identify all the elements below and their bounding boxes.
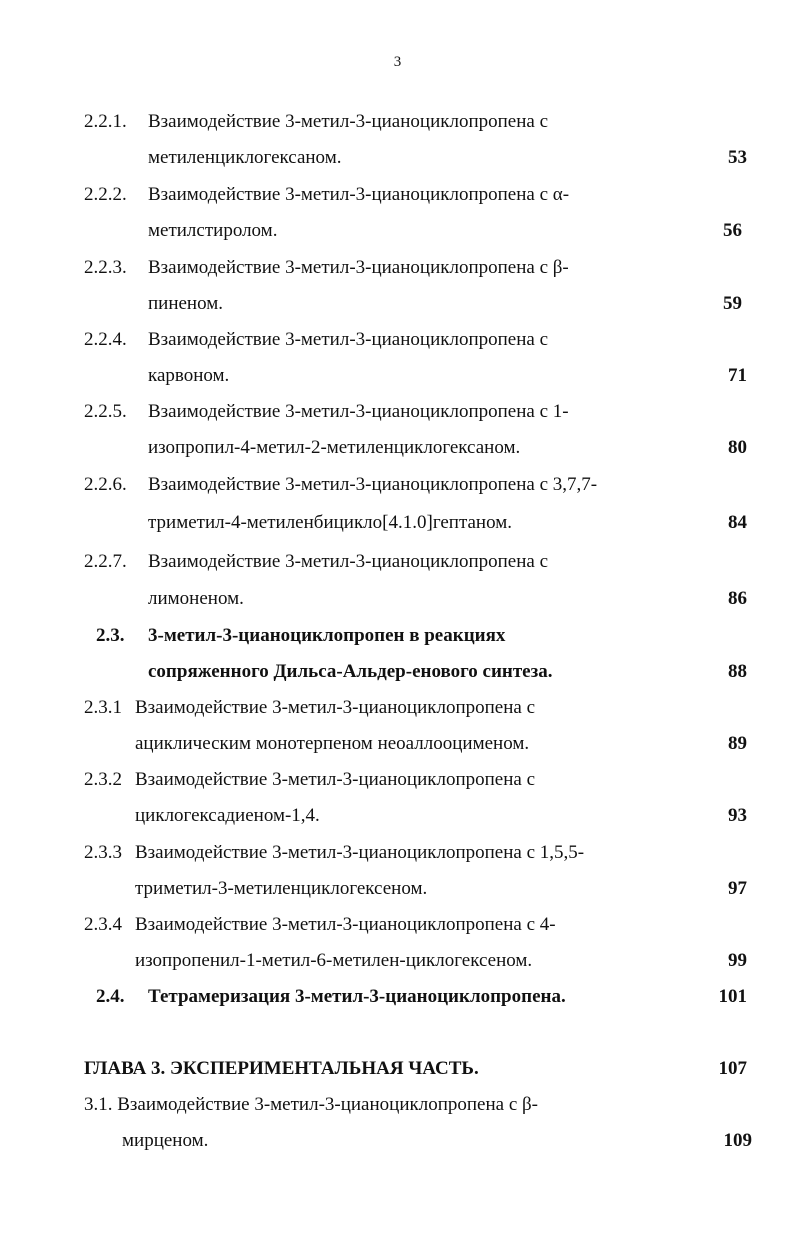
toc-title-line1: Взаимодействие 3-метил-3-цианоциклопропена с (148, 111, 549, 132)
toc-page: 86 (728, 588, 747, 609)
toc-number: 2.2.6. (84, 474, 127, 495)
toc-title-line2: метиленциклогексаном. (148, 147, 342, 168)
toc-number: 2.3.1 (84, 697, 122, 718)
toc-title-line1: Тетрамеризация 3-метил-3-цианоциклопропена. (148, 986, 566, 1007)
toc-number: 2.2.3. (84, 257, 127, 278)
toc-title-line2: изопропенил-1-метил-6-метилен-циклогексеном. (135, 950, 533, 971)
toc-title-line1: Взаимодействие 3-метил-3-цианоциклопропена с 3,7,7- (148, 474, 598, 495)
toc-title-line1: Взаимодействие 3-метил-3-цианоциклопропена с 1,5,5- (135, 842, 585, 863)
toc-title-line1: Взаимодействие 3-метил-3-цианоциклопропена с β- (148, 257, 569, 278)
page-number: 3 (393, 54, 402, 70)
toc-page: 53 (728, 147, 747, 168)
toc-title-line2: ациклическим монотерпеном неоаллооцименом. (135, 733, 530, 754)
toc-page: 97 (728, 878, 747, 899)
toc-page: 109 (723, 1130, 752, 1151)
toc-number: 2.3.3 (84, 842, 122, 863)
toc-title-line2: изопропил-4-метил-2-метиленциклогексаном. (148, 437, 521, 458)
toc-title-line1: Взаимодействие 3-метил-3-цианоциклопропена с 4- (135, 914, 556, 935)
toc-title-line1: Взаимодействие 3-метил-3-цианоциклопропена с (148, 329, 549, 350)
toc-title-line2: пиненом. (148, 293, 224, 314)
toc-title-line1: 3-метил-3-цианоциклопропен в реакциях (148, 625, 506, 646)
toc-title-line1: Взаимодействие 3-метил-3-цианоциклопропена с 1- (148, 401, 569, 422)
toc-title-line1: 3.1. Взаимодействие 3-метил-3-цианоциклопропена с β- (84, 1094, 539, 1115)
toc-page: 107 (718, 1058, 747, 1079)
toc-page: 59 (723, 293, 742, 314)
toc-title-line2: триметил-3-метиленциклогексеном. (135, 878, 428, 899)
toc-title-line1: Взаимодействие 3-метил-3-цианоциклопропена с α- (148, 184, 570, 205)
toc-number: 2.2.4. (84, 329, 127, 350)
toc-page: 101 (718, 986, 747, 1007)
toc-page: 80 (728, 437, 747, 458)
toc-page: 99 (728, 950, 747, 971)
toc-title-line2: лимоненом. (148, 588, 244, 609)
toc-number: 2.2.2. (84, 184, 127, 205)
toc-page: 89 (728, 733, 747, 754)
toc-number: 2.3.2 (84, 769, 122, 790)
toc-title-line2: метилстиролом. (148, 220, 278, 241)
toc-title-line1: Взаимодействие 3-метил-3-цианоциклопропена с (135, 697, 536, 718)
toc-title-line2: триметил-4-метиленбицикло[4.1.0]гептаном. (148, 512, 513, 533)
toc-page: 88 (728, 661, 747, 682)
toc-number: 2.4. (96, 986, 125, 1007)
toc-title-line2: мирценом. (122, 1130, 209, 1151)
toc-title-line1: Взаимодействие 3-метил-3-цианоциклопропена с (148, 551, 549, 572)
toc-page: 84 (728, 512, 747, 533)
toc-page: 56 (723, 220, 742, 241)
toc-number: 2.2.5. (84, 401, 127, 422)
toc-number: 2.3.4 (84, 914, 122, 935)
toc-title-line1: Взаимодействие 3-метил-3-цианоциклопропена с (135, 769, 536, 790)
toc-title-line2: карвоном. (148, 365, 230, 386)
chapter-title: ГЛАВА 3. ЭКСПЕРИМЕНТАЛЬНАЯ ЧАСТЬ. (84, 1058, 479, 1079)
toc-number: 2.3. (96, 625, 125, 646)
toc-title-line2: циклогексадиеном-1,4. (135, 805, 320, 826)
toc-page: 93 (728, 805, 747, 826)
toc-number: 2.2.1. (84, 111, 127, 132)
toc-page: 71 (728, 365, 747, 386)
toc-number: 2.2.7. (84, 551, 127, 572)
toc-title-line2: сопряженного Дильса-Альдер-енового синтеза. (148, 661, 553, 682)
